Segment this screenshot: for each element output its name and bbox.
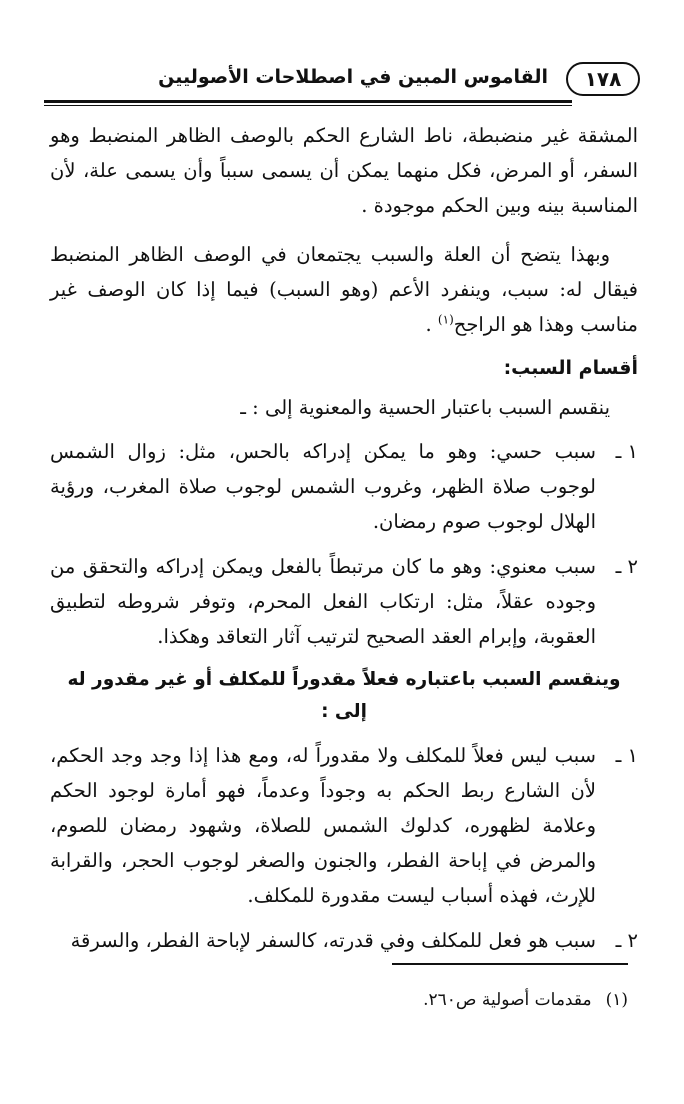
header-rule-thin: [44, 105, 572, 106]
list-item-text: سبب هو فعل للمكلف وفي قدرته، كالسفر لإباحة الفطر، والسرقة: [70, 929, 596, 952]
list-item-number: ٢ ـ: [615, 929, 638, 952]
list-item-number: ١ ـ: [615, 744, 638, 767]
header-rule-thick: [44, 100, 572, 103]
section-intro: ينقسم السبب باعتبار الحسية والمعنوية إلى : ـ: [240, 396, 610, 419]
paragraph: [50, 237, 638, 342]
paragraph-text: وبهذا يتضح أن العلة والسبب يجتمعان في الوصف الظاهر المنضبط فيقال له: سبب، وينفرد الأعم (وهو السبب) فيما إذا كان الوصف غير مناسب وهذا هو الراجح: [50, 243, 638, 336]
section-subheading: وينقسم السبب باعتباره فعلاً مقدوراً للمكلف أو غير مقدور له إلى :: [67, 669, 621, 722]
list-item-number: ١ ـ: [615, 440, 638, 463]
footnote-rule: [392, 963, 628, 965]
list-item: [50, 549, 638, 654]
list-item: [50, 738, 638, 913]
section-heading: أقسام السبب:: [503, 357, 638, 379]
list-item: [50, 434, 638, 539]
list-item-number: ٢ ـ: [615, 555, 638, 578]
page-number-badge: ١٧٨: [566, 62, 640, 96]
footnote: [423, 990, 628, 1010]
list-item: [50, 923, 638, 958]
list-item-text: سبب معنوي: وهو ما كان مرتبطاً بالفعل ويمكن إدراكه والتحقق من وجوده عقلاً، مثل: ارتكاب الفعل المحرم، وتوفر شروطه لتطبيق العقوبة، وإبرام العقد الصحيح لترتيب آثار التعاقد وهكذا.: [50, 555, 596, 648]
footnote-text: مقدمات أصولية ص٢٦٠.: [423, 990, 592, 1010]
footnote-marker: (١): [437, 312, 454, 327]
list-item-text: سبب حسي: وهو ما يمكن إدراكه بالحس، مثل: زوال الشمس لوجوب صلاة الظهر، وغروب الشمس لوجوب صلاة المغرب، ورؤية الهلال لوجوب صوم رمضان.: [50, 440, 596, 533]
paragraph-end: .: [425, 313, 438, 336]
page-header: [44, 58, 640, 106]
paragraph: المشقة غير منضبطة، ناط الشارع الحكم بالوصف الظاهر المنضبط وهو السفر، أو المرض، فكل منهما يمكن أن يسمى سبباً وأن يسمى علة، لأن المناسبة بينه وبين الحكم موجودة .: [50, 124, 638, 217]
running-title: القاموس المبين في اصطلاحات الأصوليين: [158, 66, 548, 88]
main-text: [50, 118, 638, 958]
footnote-number: (١): [605, 990, 628, 1010]
list-item-text: سبب ليس فعلاً للمكلف ولا مقدوراً له، ومع هذا إذا وجد وجد الحكم، لأن الشارع ربط الحكم به وجوداً وعدماً، فهو أمارة لوجود الحكم وعلامة لظهوره، كدلوك الشمس للصلاة، وشهود رمضان للصوم، والمرض في إباحة الفطر، والجنون والصغر لوجوب الحجر، والقرابة للإرث، فهذه أسباب ليست مقدورة للمكلف.: [50, 744, 596, 907]
